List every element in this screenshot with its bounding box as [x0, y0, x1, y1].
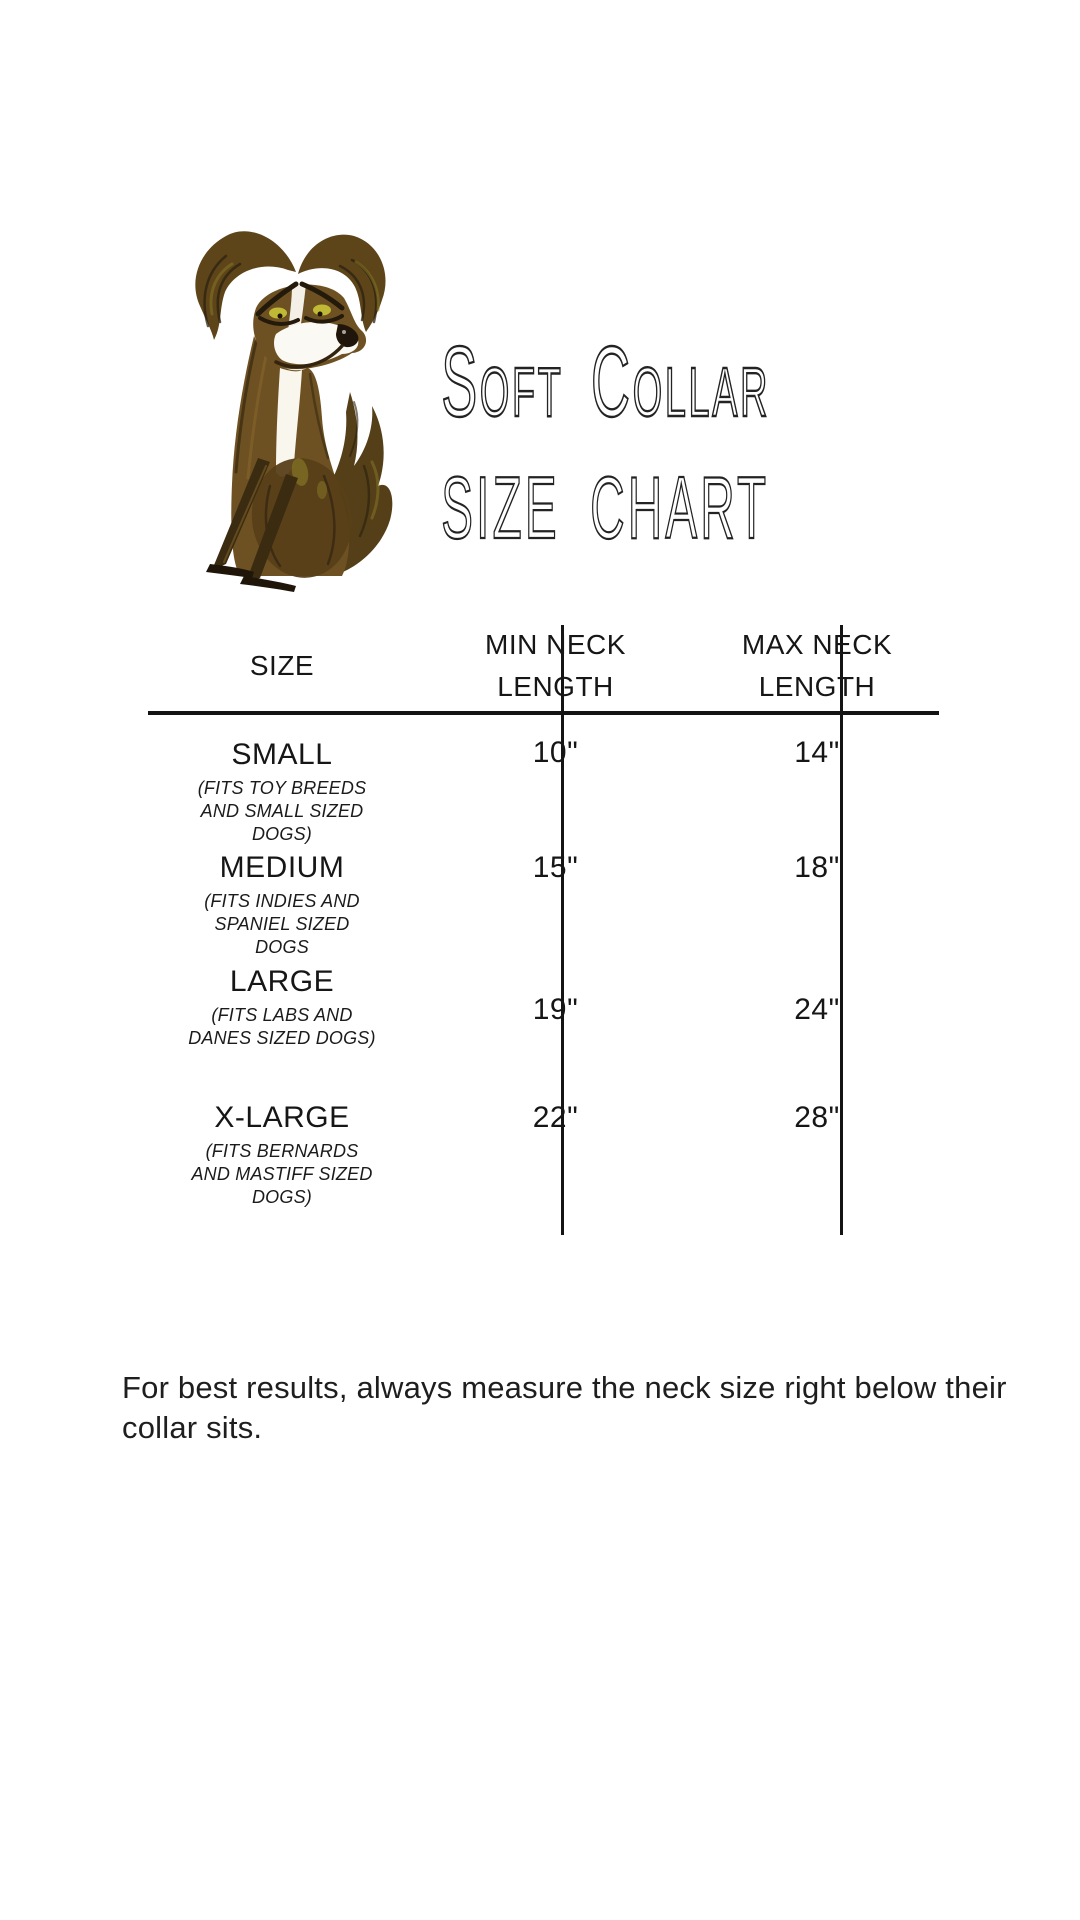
- max-neck-value: 18": [794, 851, 840, 884]
- table-row-size-cell: [148, 1078, 416, 1235]
- column-header-min-neck: [416, 618, 695, 713]
- page-subtitle: SIZE CHART: [441, 458, 770, 557]
- max-neck-value: 14": [794, 736, 840, 769]
- size-table: [148, 618, 939, 1235]
- size-label: SMALL: [231, 738, 333, 771]
- max-neck-value: 28": [794, 1101, 840, 1134]
- column-header-max-neck: [695, 618, 939, 713]
- size-note: (FITS BERNARDS AND MASTIFF SIZED DOGS): [191, 1141, 373, 1207]
- size-label: LARGE: [229, 965, 335, 998]
- min-neck-value: 10": [532, 736, 579, 769]
- column-header-label: MAX NECK LENGTH: [741, 628, 893, 702]
- column-header-label: MIN NECK LENGTH: [485, 628, 626, 702]
- max-neck-value: 24": [794, 993, 840, 1026]
- min-neck-value: 22": [532, 1101, 579, 1134]
- min-neck-value: 19": [532, 993, 579, 1026]
- size-label: X-LARGE: [214, 1101, 350, 1134]
- table-row-size-cell: [148, 713, 416, 844]
- size-note: (FITS TOY BREEDS AND SMALL SIZED DOGS): [197, 778, 367, 844]
- size-note: (FITS INDIES AND SPANIEL SIZED DOGS: [204, 891, 360, 957]
- column-header-size: [148, 618, 416, 713]
- column-header-label: SIZE: [249, 649, 315, 681]
- table-grid: [148, 618, 939, 1235]
- table-row-size-cell: [148, 948, 416, 1078]
- dog-head: [253, 284, 366, 369]
- size-label: MEDIUM: [219, 851, 345, 884]
- table-row-size-cell: [148, 831, 416, 957]
- min-neck-value: 15": [532, 851, 579, 884]
- dog-illustration: [192, 226, 402, 596]
- size-note: (FITS LABS AND DANES SIZED DOGS): [188, 1005, 376, 1048]
- measurement-instruction: For best results, always measure the neck size right below their collar sits.: [122, 1370, 1007, 1445]
- page-title: Soft Collar: [441, 326, 771, 438]
